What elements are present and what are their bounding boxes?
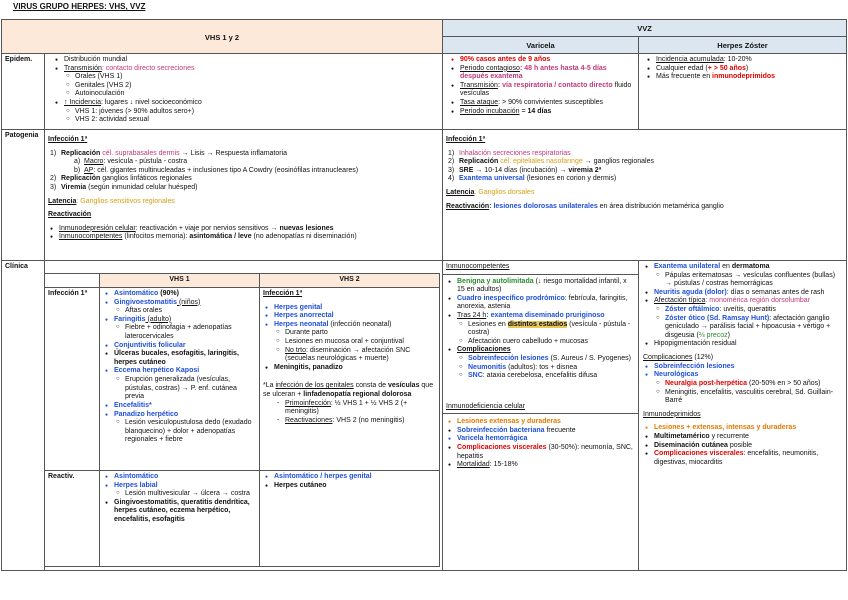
list-item: ● Más frecuente en inmunodeprimidos	[645, 73, 843, 82]
list-item: ● Exantema unilateral en dermatoma	[643, 263, 843, 272]
list-item: - Primoinfección: ½ VHS 1 + ½ VHS 2 (+ meningitis)	[263, 400, 436, 417]
list-item: ● Faringitis (adulto)	[103, 316, 256, 325]
list-item: ○ Sobreinfección lesiones (S. Aureus / S. Pyogenes)	[446, 355, 635, 364]
list-item: ● Herpes neonatal (infección neonatal)	[263, 321, 436, 330]
list-item: ● Multimetamérico y recurrente	[643, 433, 843, 442]
latencia: Latencia: Ganglios sensitivos regionales	[48, 197, 175, 205]
list-item: ● Lesiones + extensas, intensas y duraderas	[643, 424, 843, 433]
vhs2-reactivacion	[259, 470, 440, 567]
list-item: ● ↑ Incidencia: lugares ↓ nivel socioeconómico	[53, 99, 439, 108]
list-item: ● Incidencia acumulada: 10-20%	[645, 56, 843, 65]
row-label-clinica: Clínica	[1, 260, 45, 571]
list-item: ● Asintomático	[103, 473, 256, 482]
list-item: ○ Zóster oftálmico: uveítis, queratitis	[643, 306, 843, 315]
list-item: - Reactivaciones: VHS 2 (no meningitis)	[263, 417, 436, 426]
inner-head-spacer	[44, 273, 100, 288]
note: *La infección de los genitales consta de vesículas que se ulceran + linfadenopatía regional dolorosa	[263, 382, 434, 399]
list-item: ● Mortalidad: 15-18%	[446, 461, 635, 470]
row-label-patogenia: Patogenia	[1, 129, 45, 261]
list-item: ● Cualquier edad (+ > 50 años)	[645, 65, 843, 74]
list-item: b) AP: cél. gigantes multinucleadas + inclusiones tipo A Cowdry (eosinófilas intranucleares)	[74, 166, 359, 174]
list-item: ● Afectación típica: monomérica región dorsolumbar	[643, 297, 843, 306]
list-item: ● Herpes genital	[263, 304, 436, 313]
list-item: ● Periodo contagioso: 48 h antes hasta 4-5 días después exantema	[449, 65, 635, 82]
section-title: Complicaciones (12%)	[643, 354, 714, 362]
list-item: a) Macro: vesícula - pústula - costra	[74, 158, 188, 166]
list-item: ○ Autoinoculación	[53, 90, 439, 99]
vhs1-infeccion	[99, 287, 260, 471]
list-item: ○ Genitales (VHS 2)	[53, 82, 439, 91]
header-zoster: Herpes Zóster	[638, 36, 847, 54]
list-item: ● Úlceras bucales, esofagitis, laringitis, herpes cutáneo	[103, 350, 256, 367]
header-vvz: VVZ	[442, 19, 847, 37]
list-item: ○ Orales (VHS 1)	[53, 73, 439, 82]
list-item: ● Periodo incubación = 14 días	[449, 108, 635, 117]
list-item: ● Tras 24 h: exantema diseminado pruriginoso	[446, 312, 635, 321]
list-item: ○ Fiebre + odinofagia + adenopatías laterocervicales	[103, 324, 256, 341]
section-title: Inmunodeficiencia celular	[446, 402, 525, 410]
list-item: ● Benigna y autolimitada (↓ riesgo mortalidad infantil, x 15 en adultos)	[446, 278, 635, 295]
list-item: ● Transmisión: contacto directo secreciones	[53, 65, 439, 74]
list-item: 4) Exantema universal (lesiones en corion y dermis)	[448, 175, 617, 183]
list-item: ● Varicela hemorrágica	[446, 435, 635, 444]
list-item: ○ Lesión vesiculopustulosa dedo (exudado blanquecino) + dolor + adenopatías regionales + fiebre	[103, 419, 256, 445]
list-item: ○ VHS 1: jóvenes (> 90% adultos sero+)	[53, 108, 439, 117]
list-item: 1) Replicación cél. suprabasales dermis → Lisis → Respuesta inflamatoria	[50, 149, 288, 157]
label-infeccion: Infección 1ª	[44, 287, 100, 471]
clinica-zoster	[638, 260, 847, 571]
list-item: ○ VHS 2: actividad sexual	[53, 116, 439, 125]
vhs2-infeccion	[259, 287, 440, 471]
section-title: Inmunocompetentes	[446, 263, 510, 270]
list-item: ● Meningitis, panadizo	[263, 364, 436, 373]
row-label-epidem: Epidem.	[1, 53, 45, 130]
list-item: ● Transmisión: vía respiratoria / contacto directo fluido vesículas	[449, 82, 635, 99]
list-item: ● Gingivoestomatitis (niños)	[103, 299, 256, 308]
list-item: ○ SNC: ataxia cerebelosa, encefalitis difusa	[446, 372, 635, 381]
list-item: ● Asintomático / herpes genital	[263, 473, 436, 482]
list-item: ● Gingivoestomatitis, queratitis dendrítica, herpes cutáneo, eczema herpético, encefalitis, esofagitis	[103, 499, 256, 525]
list-item: ● Diseminación cutánea posible	[643, 442, 843, 451]
list-item: ○ Erupción generalizada (vesículas, pústulas, costras) → P. enf. cutánea previa	[103, 376, 256, 402]
epidem-zoster	[638, 53, 847, 130]
list-item: ○ No trto: diseminación → afectación SNC (secuelas neurológicas + muerte)	[263, 347, 436, 364]
list-item: ● Herpes cutáneo	[263, 482, 436, 491]
list-item: ● Distribución mundial	[53, 56, 439, 65]
list-item: 3) SRE → 10-14 días (incubación) → viremia 2ª	[448, 166, 602, 174]
epidem-varicela	[442, 53, 639, 130]
list-item: ● Neurológicas	[643, 371, 843, 380]
list-item: ● Eccema herpético Kaposi	[103, 367, 256, 376]
list-item: ● Herpes labial	[103, 482, 256, 491]
list-item: ○ Zóster ótico (Sd. Ramsay Hunt): afectación ganglio geniculado → parálisis facial + hipoacusia + vértigo + disgeusia (⅔ precoz)	[643, 315, 843, 341]
label-reactivacion: Reactiv.	[44, 470, 100, 567]
list-item: ● Complicaciones	[446, 346, 635, 355]
latencia: Latencia: Ganglios dorsales	[446, 189, 535, 197]
list-item: ● Herpes anorrectal	[263, 312, 436, 321]
document-title: VIRUS GRUPO HERPES: VHS, VVZ	[13, 2, 146, 11]
header-vhs: VHS 1 y 2	[1, 19, 443, 54]
list-item: ● Conjuntivitis folicular	[103, 342, 256, 351]
list-item: ● Cuadro inespecífico prodrómico: febrícula, faringitis, anorexia, astenia	[446, 295, 635, 312]
section-title: Infección 1ª	[263, 290, 303, 297]
list-item: ○ Lesión multivesicular → úlcera → costra	[103, 490, 256, 499]
list-item: 1) Inhalación secreciones respiratorias	[448, 149, 571, 157]
header-vhs1: VHS 1	[99, 273, 260, 288]
list-item: ● Encefalitis*	[103, 402, 256, 411]
list-item: ○ Pápulas eritematosas → vesículas confluentes (bullas) → pústulas / costras hemorrágicas	[643, 272, 843, 289]
reactivacion: Reactivación: lesiones dolorosas unilaterales en área distribución metamérica ganglio	[446, 202, 724, 210]
list-item: 3) Viremia (según inmunidad celular huésped)	[50, 184, 198, 192]
list-item: ● Panadizo herpético	[103, 411, 256, 420]
list-item: ● Tasa ataque: > 90% convivientes susceptibles	[449, 99, 635, 108]
list-item: ● Complicaciones viscerales (30-50%): neumonía, SNC, hepatitis	[446, 444, 635, 461]
section-title: Reactivación	[48, 211, 92, 219]
list-item: ○ Lesiones en mucosa oral + conjuntival	[263, 338, 436, 347]
clinica-varicela	[442, 260, 639, 571]
header-varicela: Varicela	[442, 36, 639, 54]
list-item: ○ Durante parto	[263, 329, 436, 338]
list-item: ● Lesiones extensas y duraderas	[446, 418, 635, 427]
list-item: ○ Lesiones en distintos estadios (vesícula - pústula - costra)	[446, 321, 635, 338]
vhs1-reactivacion	[99, 470, 260, 567]
header-vhs2: VHS 2	[259, 273, 440, 288]
list-item: ● 90% casos antes de 9 años	[449, 56, 635, 65]
patogenia-vvz	[442, 129, 847, 261]
list-item: ○ Neumonitis (adultos): tos + disnea	[446, 364, 635, 373]
list-item: ● Complicaciones viscerales: encefalitis, neumonitis, digestivas, miocarditis	[643, 450, 843, 467]
list-item: ○ Neuralgia post-herpética (20-50% en > 50 años)	[643, 380, 843, 389]
patogenia-vhs	[44, 129, 443, 261]
list-item: ○ Afectación cuero cabelludo + mucosas	[446, 338, 635, 347]
list-item: 2) Replicación cél. epiteliales nasofaringe → ganglios regionales	[448, 158, 654, 166]
section-title: Infección 1ª	[48, 136, 88, 143]
list-item: ● Asintomático (90%)	[103, 290, 256, 299]
list-item: ● Sobreinfección lesiones	[643, 363, 843, 372]
section-title: Inmunodeprimidos	[643, 410, 701, 418]
list-item: ● Inmunocompetentes (linfocitos memoria): asintomática / leve (no adenopatías ni diseminación)	[48, 233, 439, 242]
list-item: 2) Replicación ganglios linfáticos regionales	[50, 175, 192, 183]
list-item: ○ Aftas orales	[103, 307, 256, 316]
list-item: ● Hipopigmentación residual	[643, 340, 843, 349]
list-item: ○ Meningitis, encefalitis, vasculitis cerebral, Sd. Guillain-Barré	[643, 389, 843, 406]
list-item: ● Inmunodepresión celular: reactivación + viaje por nervios sensitivos → nuevas lesiones	[48, 225, 439, 234]
epidem-vhs	[44, 53, 443, 130]
section-title: Infección 1ª	[446, 136, 486, 143]
list-item: ● Sobreinfección bacteriana frecuente	[446, 427, 635, 436]
list-item: ● Neuritis aguda (dolor): días o semanas antes de rash	[643, 289, 843, 298]
